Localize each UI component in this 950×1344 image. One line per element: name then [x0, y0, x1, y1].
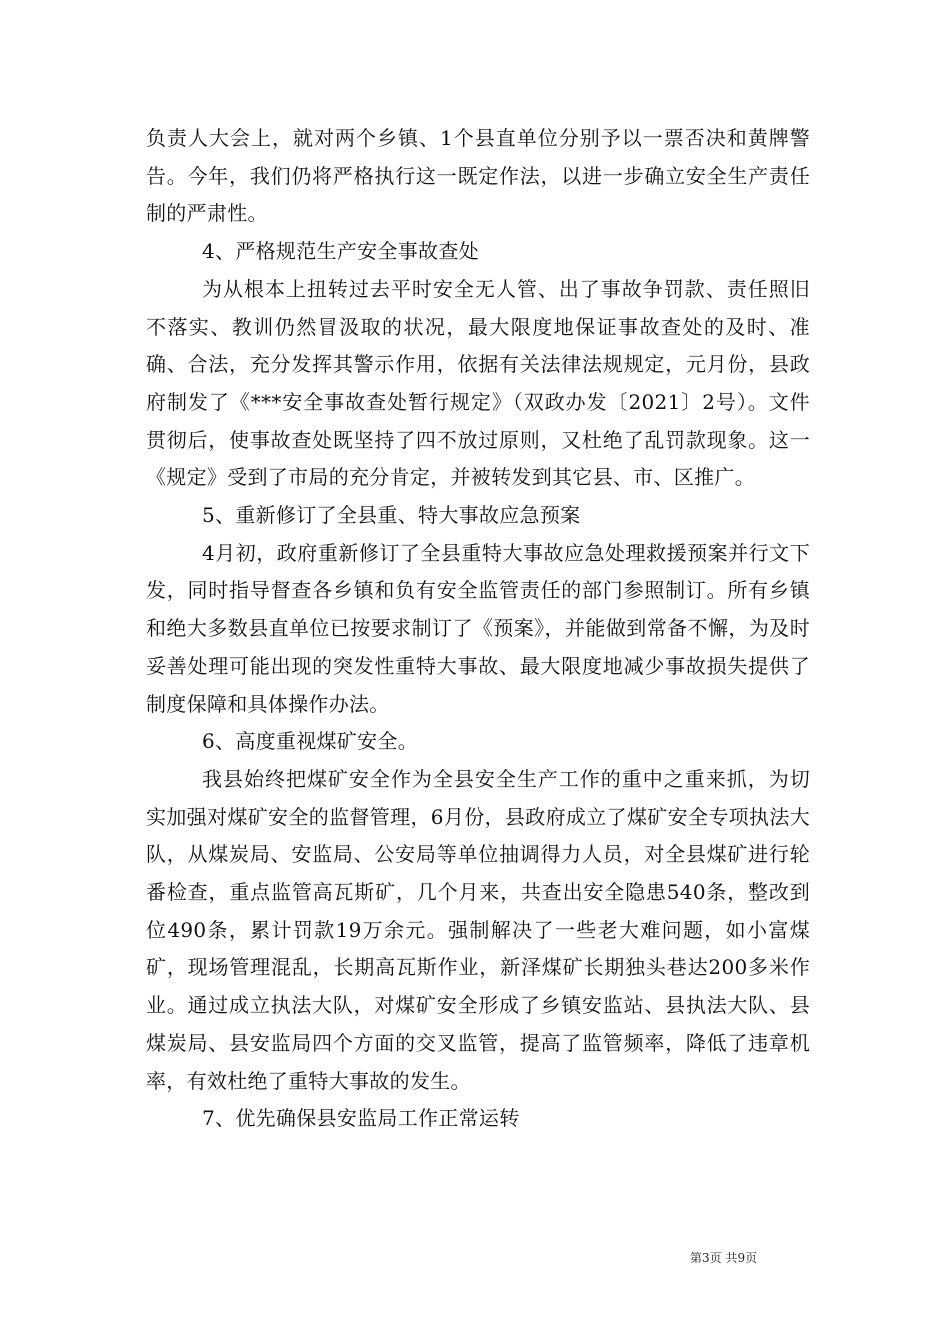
paragraph-continuation: 负责人大会上，就对两个乡镇、1个县直单位分别予以一票否决和黄牌警告。今年，我们仍将严格执行这一既定作法，以进一步确立安全生产责任制的严肃性。	[146, 126, 810, 226]
paragraph-emergency-plan: 4月初，政府重新修订了全县重特大事故应急处理救援预案并行文下发，同时指导督查各乡镇和负有安全监管责任的部门参照制订。所有乡镇和绝大多数县直单位已按要求制订了《预案》，并能做到常备不懈，为及时妥善处理可能出现的突发性重特大事故、最大限度地减少事故损失提供了制度保障和具体操作办法。	[146, 540, 810, 716]
section-heading-4: 4、严格规范生产安全事故查处	[202, 239, 479, 264]
section-heading-7: 7、优先确保县安监局工作正常运转	[202, 1106, 520, 1131]
paragraph-accident-investigation: 为从根本上扭转过去平时安全无人管、出了事故争罚款、责任照旧不落实、教训仍然冒汲取的状况，最大限度地保证事故查处的及时、准确、合法，充分发挥其警示作用，依据有关法律法规规定，元月份，县政府制发了《***安全事故查处暂行规定》（双政办发〔2021〕2号）。文件贯彻后，使事故查处既坚持了四不放过原则，又杜绝了乱罚款现象。这一《规定》受到了市局的充分肯定，并被转发到其它县、市、区推广。	[146, 276, 810, 490]
section-heading-5: 5、重新修订了全县重、特大事故应急预案	[202, 503, 581, 528]
document-body	[146, 120, 810, 1138]
paragraph-coal-mine-safety: 我县始终把煤矿安全作为全县安全生产工作的重中之重来抓，为切实加强对煤矿安全的监督管理，6月份，县政府成立了煤矿安全专项执法大队，从煤炭局、安监局、公安局等单位抽调得力人员，对全县煤矿进行轮番检查，重点监管高瓦斯矿，几个月来，共查出安全隐患540条，整改到位490条，累计罚款19万余元。强制解决了一些老大难问题，如小富煤矿，现场管理混乱，长期高瓦斯作业，新泽煤矿长期独头巷达200多米作业。通过成立执法大队，对煤矿安全形成了乡镇安监站、县执法大队、县煤炭局、县安监局四个方面的交叉监管，提高了监管频率，降低了违章机率，有效杜绝了重特大事故的发生。	[146, 766, 810, 1093]
section-heading-6: 6、高度重视煤矿安全。	[202, 729, 419, 754]
page-number-footer: 第3页 共9页	[690, 1251, 758, 1265]
